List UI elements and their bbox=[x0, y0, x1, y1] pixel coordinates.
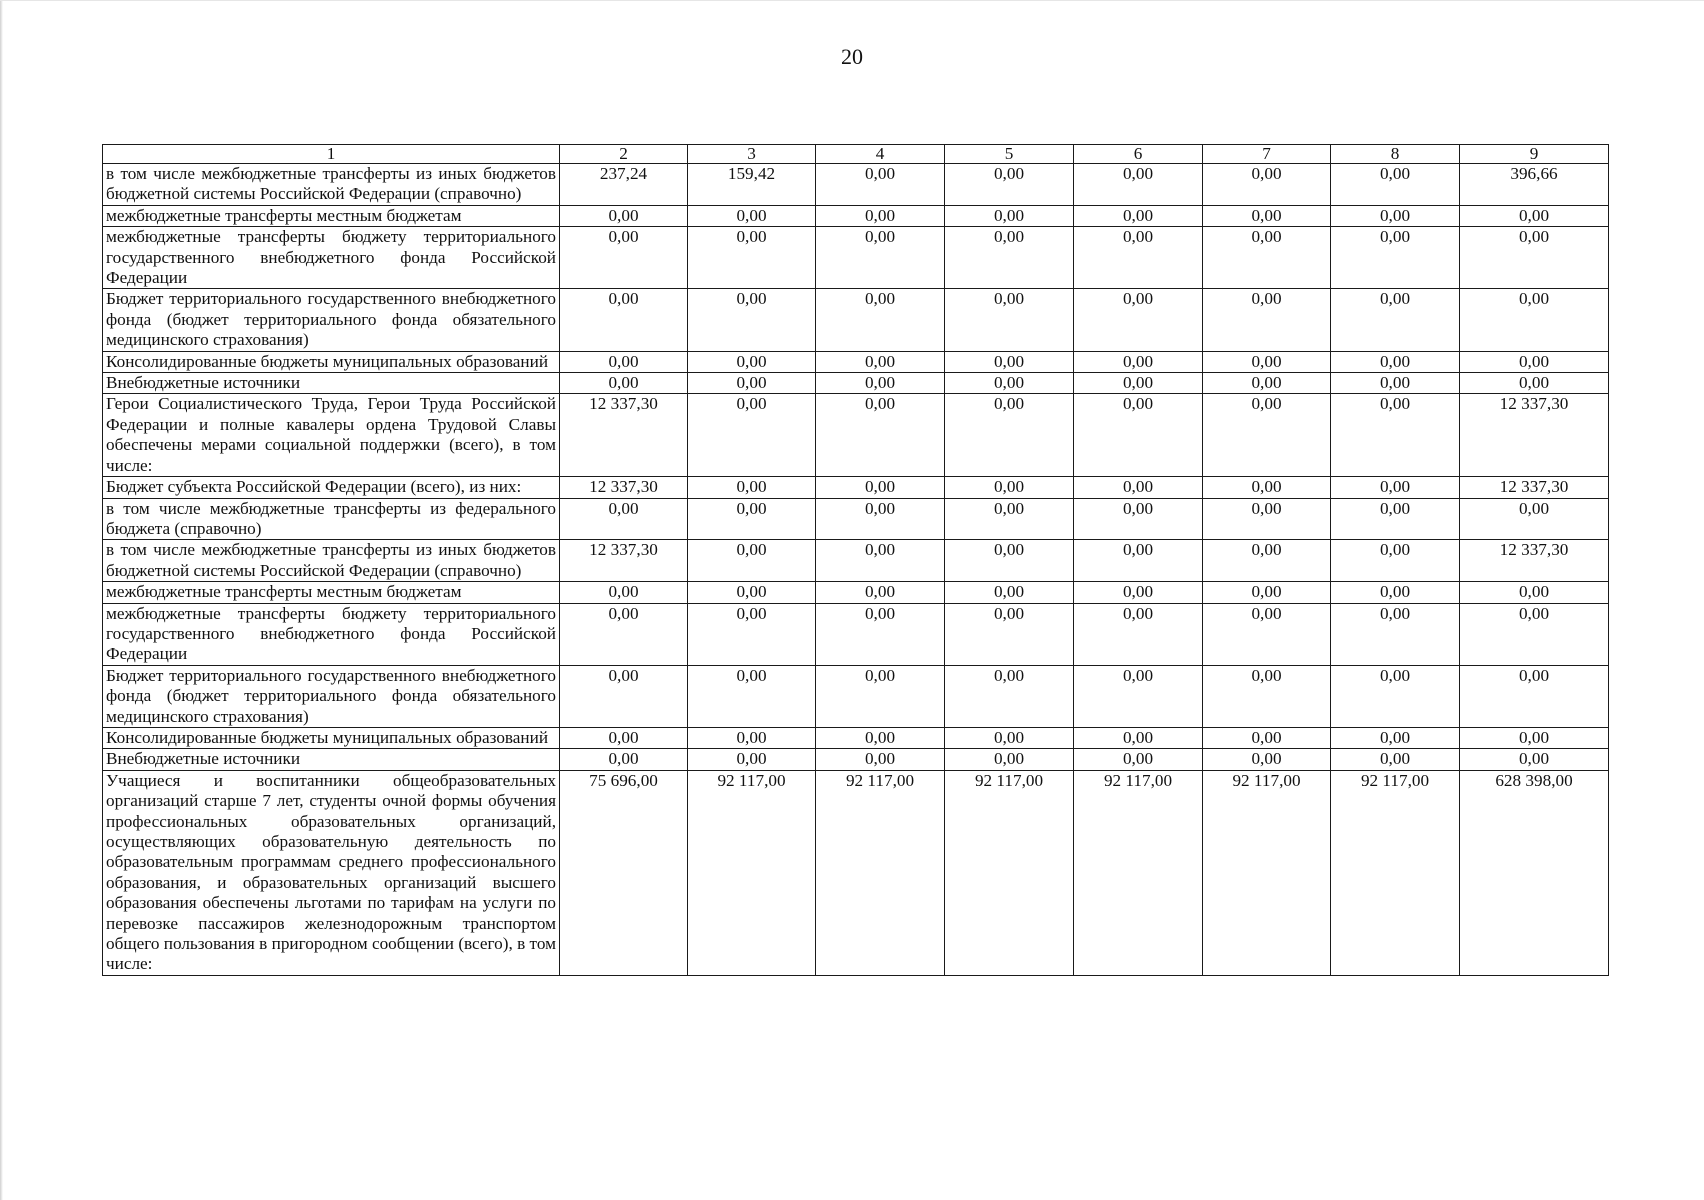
column-header-3: 3 bbox=[688, 145, 816, 164]
row-label: в том числе межбюджетные трансферты из иных бюджетов бюджетной системы Российской Федерации (справочно) bbox=[103, 164, 560, 206]
value-cell: 0,00 bbox=[945, 164, 1074, 206]
value-cell: 0,00 bbox=[560, 749, 688, 770]
value-cell: 0,00 bbox=[560, 227, 688, 289]
value-cell: 0,00 bbox=[816, 727, 945, 748]
value-cell: 0,00 bbox=[1074, 582, 1203, 603]
value-cell: 0,00 bbox=[945, 477, 1074, 498]
value-cell: 0,00 bbox=[688, 749, 816, 770]
budget-table bbox=[102, 144, 1609, 976]
page-number: 20 bbox=[841, 44, 863, 69]
value-cell: 0,00 bbox=[1203, 164, 1331, 206]
value-cell: 0,00 bbox=[560, 727, 688, 748]
row-label: Учащиеся и воспитанники общеобразовательных организаций старше 7 лет, студенты очной формы обучения профессиональных образовательных организаций, осуществляющих образовательную деятельность по образовательным программам среднего профессионального образования, и образовательных организаций высшего образования обеспечены льготами по тарифам на услуги по перевозке пассажиров железнодорожным транспортом общего пользования в пригородном сообщении (всего), в том числе: bbox=[103, 770, 560, 975]
value-cell: 0,00 bbox=[1460, 227, 1609, 289]
value-cell: 0,00 bbox=[560, 582, 688, 603]
value-cell: 0,00 bbox=[816, 205, 945, 226]
column-header-2: 2 bbox=[560, 145, 688, 164]
value-cell: 0,00 bbox=[1203, 394, 1331, 477]
value-cell: 0,00 bbox=[560, 289, 688, 351]
value-cell: 0,00 bbox=[1460, 289, 1609, 351]
value-cell: 0,00 bbox=[1074, 227, 1203, 289]
table-row bbox=[103, 227, 1609, 289]
value-cell: 0,00 bbox=[688, 498, 816, 540]
column-header-5: 5 bbox=[945, 145, 1074, 164]
value-cell: 0,00 bbox=[560, 373, 688, 394]
value-cell: 0,00 bbox=[1460, 351, 1609, 372]
value-cell: 0,00 bbox=[1203, 227, 1331, 289]
value-cell: 0,00 bbox=[688, 227, 816, 289]
value-cell: 0,00 bbox=[1331, 351, 1460, 372]
value-cell: 0,00 bbox=[945, 373, 1074, 394]
row-label: Бюджет территориального государственного внебюджетного фонда (бюджет территориального фонда обязательного медицинского страхования) bbox=[103, 665, 560, 727]
value-cell: 0,00 bbox=[1460, 749, 1609, 770]
column-header-1: 1 bbox=[103, 145, 560, 164]
value-cell: 0,00 bbox=[1331, 289, 1460, 351]
table-row bbox=[103, 582, 1609, 603]
table-row bbox=[103, 770, 1609, 975]
value-cell: 0,00 bbox=[816, 498, 945, 540]
value-cell: 0,00 bbox=[945, 227, 1074, 289]
value-cell: 0,00 bbox=[1203, 477, 1331, 498]
value-cell: 0,00 bbox=[1203, 665, 1331, 727]
row-label: Бюджет территориального государственного внебюджетного фонда (бюджет территориального фонда обязательного медицинского страхования) bbox=[103, 289, 560, 351]
value-cell: 0,00 bbox=[1074, 351, 1203, 372]
value-cell: 12 337,30 bbox=[560, 477, 688, 498]
value-cell: 0,00 bbox=[1460, 498, 1609, 540]
value-cell: 0,00 bbox=[1074, 289, 1203, 351]
value-cell: 0,00 bbox=[1331, 227, 1460, 289]
value-cell: 0,00 bbox=[1331, 498, 1460, 540]
value-cell: 12 337,30 bbox=[1460, 540, 1609, 582]
value-cell: 0,00 bbox=[1074, 373, 1203, 394]
value-cell: 0,00 bbox=[560, 498, 688, 540]
row-label: Внебюджетные источники bbox=[103, 749, 560, 770]
table-row bbox=[103, 727, 1609, 748]
value-cell: 0,00 bbox=[688, 727, 816, 748]
value-cell: 0,00 bbox=[1460, 205, 1609, 226]
value-cell: 92 117,00 bbox=[1074, 770, 1203, 975]
value-cell: 0,00 bbox=[1331, 205, 1460, 226]
value-cell: 0,00 bbox=[688, 603, 816, 665]
row-label: Внебюджетные источники bbox=[103, 373, 560, 394]
value-cell: 0,00 bbox=[688, 289, 816, 351]
value-cell: 0,00 bbox=[560, 603, 688, 665]
column-header-6: 6 bbox=[1074, 145, 1203, 164]
value-cell: 0,00 bbox=[1074, 205, 1203, 226]
row-label: Бюджет субъекта Российской Федерации (всего), из них: bbox=[103, 477, 560, 498]
table-row bbox=[103, 164, 1609, 206]
table-row bbox=[103, 498, 1609, 540]
value-cell: 12 337,30 bbox=[1460, 394, 1609, 477]
value-cell: 0,00 bbox=[1331, 477, 1460, 498]
value-cell: 0,00 bbox=[816, 665, 945, 727]
value-cell: 0,00 bbox=[1203, 540, 1331, 582]
value-cell: 0,00 bbox=[945, 394, 1074, 477]
row-label: Консолидированные бюджеты муниципальных образований bbox=[103, 351, 560, 372]
scan-edge bbox=[0, 0, 3, 1200]
value-cell: 0,00 bbox=[1331, 665, 1460, 727]
value-cell: 0,00 bbox=[1331, 373, 1460, 394]
value-cell: 396,66 bbox=[1460, 164, 1609, 206]
value-cell: 0,00 bbox=[1074, 603, 1203, 665]
table-row bbox=[103, 603, 1609, 665]
value-cell: 0,00 bbox=[1203, 205, 1331, 226]
value-cell: 0,00 bbox=[688, 351, 816, 372]
row-label: в том числе межбюджетные трансферты из федерального бюджета (справочно) bbox=[103, 498, 560, 540]
value-cell: 0,00 bbox=[1331, 603, 1460, 665]
table-row bbox=[103, 665, 1609, 727]
value-cell: 0,00 bbox=[1460, 373, 1609, 394]
value-cell: 0,00 bbox=[945, 749, 1074, 770]
value-cell: 0,00 bbox=[816, 227, 945, 289]
value-cell: 628 398,00 bbox=[1460, 770, 1609, 975]
value-cell: 12 337,30 bbox=[1460, 477, 1609, 498]
value-cell: 0,00 bbox=[1074, 665, 1203, 727]
value-cell: 0,00 bbox=[688, 394, 816, 477]
value-cell: 92 117,00 bbox=[816, 770, 945, 975]
value-cell: 0,00 bbox=[945, 603, 1074, 665]
value-cell: 0,00 bbox=[1460, 582, 1609, 603]
value-cell: 0,00 bbox=[945, 205, 1074, 226]
value-cell: 0,00 bbox=[688, 665, 816, 727]
value-cell: 0,00 bbox=[945, 289, 1074, 351]
value-cell: 0,00 bbox=[816, 540, 945, 582]
value-cell: 0,00 bbox=[945, 351, 1074, 372]
row-label: межбюджетные трансферты местным бюджетам bbox=[103, 205, 560, 226]
value-cell: 0,00 bbox=[688, 540, 816, 582]
value-cell: 0,00 bbox=[816, 351, 945, 372]
row-label: межбюджетные трансферты бюджету территориального государственного внебюджетного фонда Российской Федерации bbox=[103, 227, 560, 289]
value-cell: 92 117,00 bbox=[688, 770, 816, 975]
row-label: Консолидированные бюджеты муниципальных образований bbox=[103, 727, 560, 748]
value-cell: 0,00 bbox=[945, 498, 1074, 540]
value-cell: 0,00 bbox=[1460, 727, 1609, 748]
column-number-row bbox=[103, 145, 1609, 164]
value-cell: 0,00 bbox=[816, 582, 945, 603]
value-cell: 12 337,30 bbox=[560, 394, 688, 477]
row-label: Герои Социалистического Труда, Герои Труда Российской Федерации и полные кавалеры ордена Трудовой Славы обеспечены мерами социальной поддержки (всего), в том числе: bbox=[103, 394, 560, 477]
data-table-container bbox=[102, 144, 1608, 976]
value-cell: 92 117,00 bbox=[945, 770, 1074, 975]
value-cell: 0,00 bbox=[816, 477, 945, 498]
value-cell: 0,00 bbox=[688, 205, 816, 226]
value-cell: 0,00 bbox=[1203, 727, 1331, 748]
value-cell: 0,00 bbox=[1203, 351, 1331, 372]
value-cell: 0,00 bbox=[816, 603, 945, 665]
value-cell: 0,00 bbox=[1203, 289, 1331, 351]
value-cell: 0,00 bbox=[1074, 164, 1203, 206]
value-cell: 0,00 bbox=[560, 205, 688, 226]
value-cell: 237,24 bbox=[560, 164, 688, 206]
value-cell: 0,00 bbox=[1074, 477, 1203, 498]
value-cell: 0,00 bbox=[1074, 394, 1203, 477]
value-cell: 0,00 bbox=[945, 727, 1074, 748]
value-cell: 0,00 bbox=[1331, 727, 1460, 748]
value-cell: 0,00 bbox=[560, 351, 688, 372]
row-label: межбюджетные трансферты местным бюджетам bbox=[103, 582, 560, 603]
value-cell: 0,00 bbox=[1331, 749, 1460, 770]
table-row bbox=[103, 289, 1609, 351]
column-header-8: 8 bbox=[1331, 145, 1460, 164]
value-cell: 0,00 bbox=[816, 164, 945, 206]
value-cell: 0,00 bbox=[688, 582, 816, 603]
value-cell: 0,00 bbox=[1203, 582, 1331, 603]
value-cell: 0,00 bbox=[1203, 498, 1331, 540]
value-cell: 0,00 bbox=[1074, 498, 1203, 540]
value-cell: 0,00 bbox=[945, 540, 1074, 582]
table-row bbox=[103, 394, 1609, 477]
value-cell: 0,00 bbox=[1203, 373, 1331, 394]
value-cell: 0,00 bbox=[816, 289, 945, 351]
scan-edge-top bbox=[0, 0, 1704, 1]
table-row bbox=[103, 373, 1609, 394]
value-cell: 0,00 bbox=[816, 749, 945, 770]
table-row bbox=[103, 477, 1609, 498]
column-header-4: 4 bbox=[816, 145, 945, 164]
value-cell: 0,00 bbox=[688, 373, 816, 394]
value-cell: 0,00 bbox=[1331, 164, 1460, 206]
value-cell: 0,00 bbox=[1074, 540, 1203, 582]
table-body bbox=[103, 164, 1609, 976]
value-cell: 0,00 bbox=[1331, 582, 1460, 603]
value-cell: 0,00 bbox=[945, 582, 1074, 603]
value-cell: 0,00 bbox=[816, 394, 945, 477]
column-header-7: 7 bbox=[1203, 145, 1331, 164]
value-cell: 0,00 bbox=[560, 665, 688, 727]
value-cell: 0,00 bbox=[1460, 603, 1609, 665]
value-cell: 0,00 bbox=[1203, 749, 1331, 770]
value-cell: 75 696,00 bbox=[560, 770, 688, 975]
value-cell: 0,00 bbox=[1331, 540, 1460, 582]
value-cell: 92 117,00 bbox=[1203, 770, 1331, 975]
value-cell: 12 337,30 bbox=[560, 540, 688, 582]
value-cell: 0,00 bbox=[1074, 749, 1203, 770]
value-cell: 0,00 bbox=[1460, 665, 1609, 727]
value-cell: 159,42 bbox=[688, 164, 816, 206]
table-row bbox=[103, 749, 1609, 770]
row-label: в том числе межбюджетные трансферты из иных бюджетов бюджетной системы Российской Федерации (справочно) bbox=[103, 540, 560, 582]
table-row bbox=[103, 540, 1609, 582]
column-header-9: 9 bbox=[1460, 145, 1609, 164]
table-row bbox=[103, 351, 1609, 372]
value-cell: 0,00 bbox=[688, 477, 816, 498]
value-cell: 0,00 bbox=[945, 665, 1074, 727]
row-label: межбюджетные трансферты бюджету территориального государственного внебюджетного фонда Российской Федерации bbox=[103, 603, 560, 665]
value-cell: 0,00 bbox=[1074, 727, 1203, 748]
value-cell: 92 117,00 bbox=[1331, 770, 1460, 975]
value-cell: 0,00 bbox=[816, 373, 945, 394]
value-cell: 0,00 bbox=[1203, 603, 1331, 665]
table-row bbox=[103, 205, 1609, 226]
value-cell: 0,00 bbox=[1331, 394, 1460, 477]
